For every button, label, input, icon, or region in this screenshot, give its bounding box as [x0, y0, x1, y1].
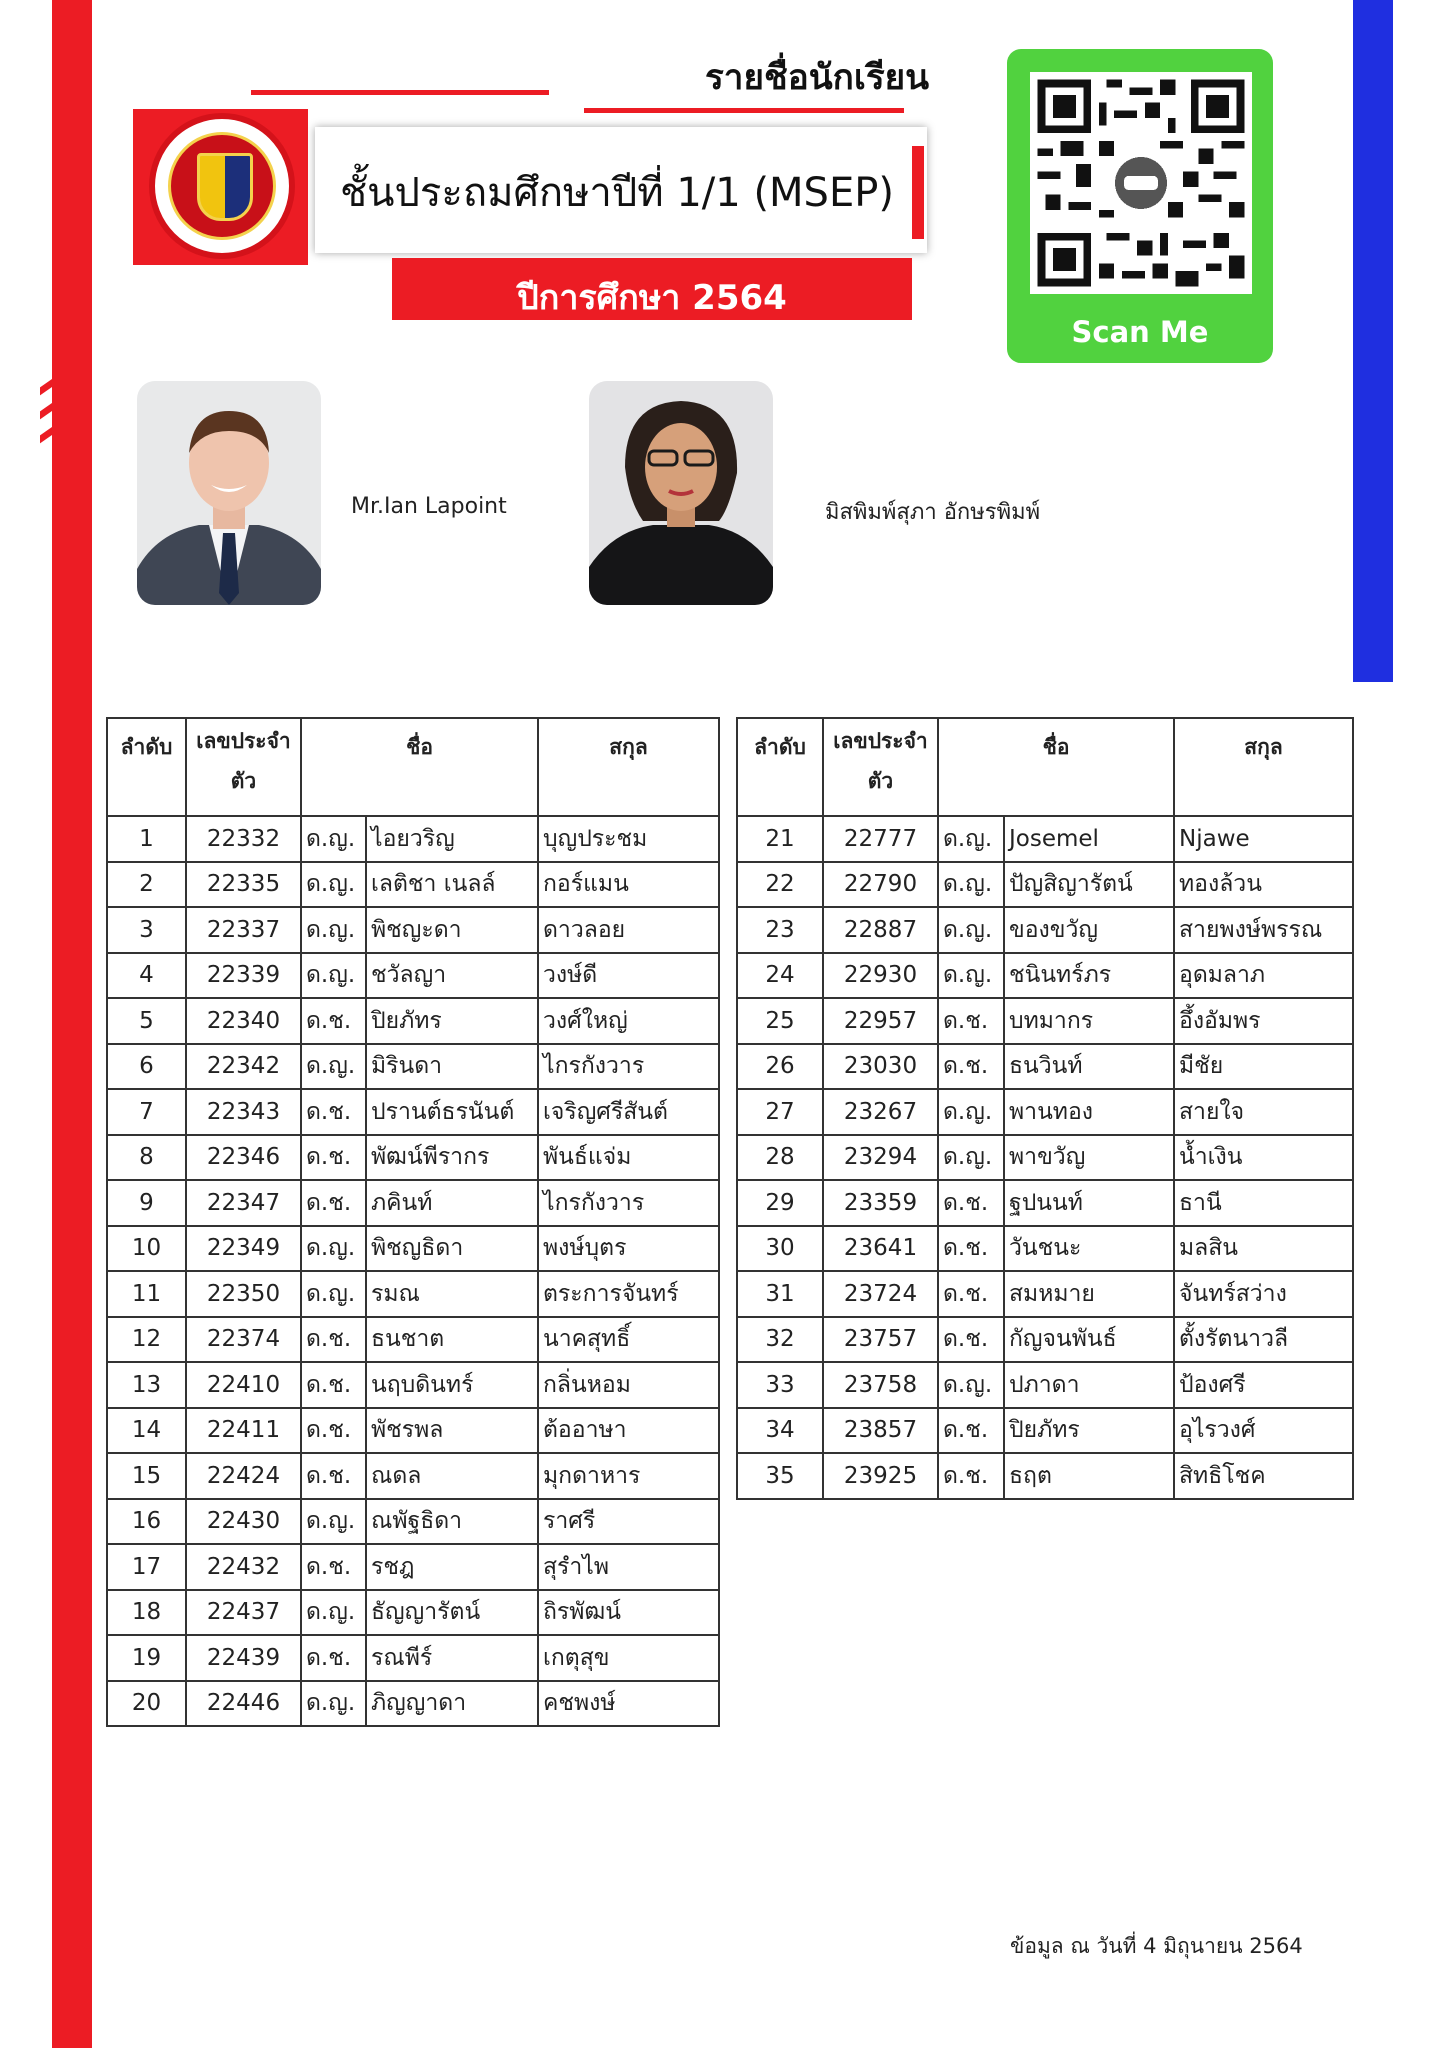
- first-name: ธนชาต: [366, 1317, 538, 1363]
- row-number: 23: [737, 907, 823, 953]
- row-number: 8: [107, 1135, 186, 1181]
- student-id: 22342: [186, 1044, 301, 1090]
- last-name: ตั้งรัตนาวลี: [1174, 1317, 1353, 1363]
- last-name: นาคสุทธิ์: [538, 1317, 719, 1363]
- student-id: 22424: [186, 1453, 301, 1499]
- last-name: สุรำไพ: [538, 1544, 719, 1590]
- table-row: [107, 1180, 719, 1226]
- row-number: 16: [107, 1499, 186, 1545]
- first-name: ไอยวริญ: [366, 816, 538, 862]
- student-id: 23294: [823, 1135, 938, 1181]
- table-row: [737, 1180, 1353, 1226]
- table-row: [107, 1271, 719, 1317]
- name-prefix: ด.ญ.: [301, 1226, 366, 1272]
- student-id: 22957: [823, 998, 938, 1044]
- student-id: 23724: [823, 1271, 938, 1317]
- student-id: 23030: [823, 1044, 938, 1090]
- last-name: พันธ์แจ่ม: [538, 1135, 719, 1181]
- table-header-row: [107, 718, 719, 816]
- last-name: สายใจ: [1174, 1089, 1353, 1135]
- name-prefix: ด.ญ.: [938, 907, 1004, 953]
- table-row: [737, 907, 1353, 953]
- row-number: 11: [107, 1271, 186, 1317]
- last-name: มุกดาหาร: [538, 1453, 719, 1499]
- student-id: 22350: [186, 1271, 301, 1317]
- student-id: 22347: [186, 1180, 301, 1226]
- first-name: ของขวัญ: [1004, 907, 1174, 953]
- first-name: มิรินดา: [366, 1044, 538, 1090]
- name-prefix: ด.ญ.: [938, 1362, 1004, 1408]
- last-name: ธานี: [1174, 1180, 1353, 1226]
- first-name: ชนินทร์ภร: [1004, 953, 1174, 999]
- table-row: [737, 1226, 1353, 1272]
- last-name: กอร์แมน: [538, 862, 719, 908]
- last-name: มลสิน: [1174, 1226, 1353, 1272]
- name-prefix: ด.ญ.: [938, 1089, 1004, 1135]
- name-prefix: ด.ช.: [301, 998, 366, 1044]
- first-name: ปภาดา: [1004, 1362, 1174, 1408]
- table-row: [107, 1590, 719, 1636]
- table-row: [107, 1044, 719, 1090]
- class-title: ชั้นประถมศึกษาปีที่ 1/1 (MSEP): [340, 170, 894, 216]
- row-number: 31: [737, 1271, 823, 1317]
- table-row: [737, 953, 1353, 999]
- row-number: 24: [737, 953, 823, 999]
- left-red-bar: [52, 0, 92, 2048]
- last-name: จันทร์สว่าง: [1174, 1271, 1353, 1317]
- student-id: 22887: [823, 907, 938, 953]
- academic-year: ปีการศึกษา 2564: [517, 278, 787, 318]
- student-id: 22432: [186, 1544, 301, 1590]
- row-number: 5: [107, 998, 186, 1044]
- student-table-left: [106, 717, 720, 1727]
- row-number: 14: [107, 1408, 186, 1454]
- last-name: ถิรพัฒน์: [538, 1590, 719, 1636]
- table-row: [107, 1544, 719, 1590]
- row-number: 32: [737, 1317, 823, 1363]
- qr-scan-label: Scan Me: [1071, 315, 1209, 349]
- name-prefix: ด.ช.: [301, 1408, 366, 1454]
- col-header-first-name: ชื่อ: [301, 718, 538, 816]
- school-shield-icon: [197, 153, 253, 221]
- name-prefix: ด.ญ.: [301, 1271, 366, 1317]
- row-number: 12: [107, 1317, 186, 1363]
- row-number: 10: [107, 1226, 186, 1272]
- table-row: [107, 907, 719, 953]
- last-name: อุไรวงศ์: [1174, 1408, 1353, 1454]
- col-header-id: เลขประจำตัว: [823, 718, 938, 816]
- student-id: 22410: [186, 1362, 301, 1408]
- table-header-row: [737, 718, 1353, 816]
- table-row: [107, 1635, 719, 1681]
- name-prefix: ด.ช.: [301, 1362, 366, 1408]
- last-name: บุญประชม: [538, 816, 719, 862]
- last-name: สิทธิโชค: [1174, 1453, 1353, 1499]
- student-id: 22790: [823, 862, 938, 908]
- last-name: ไกรกังวาร: [538, 1044, 719, 1090]
- table-row: [737, 1271, 1353, 1317]
- student-id: 23641: [823, 1226, 938, 1272]
- table-row: [737, 1317, 1353, 1363]
- teacher-photo: [137, 381, 321, 605]
- first-name: ภิญญาดา: [366, 1681, 538, 1727]
- row-number: 15: [107, 1453, 186, 1499]
- student-id: 23857: [823, 1408, 938, 1454]
- student-id: 22930: [823, 953, 938, 999]
- col-header-id: เลขประจำตัว: [186, 718, 301, 816]
- row-number: 9: [107, 1180, 186, 1226]
- teacher-name: มิสพิมพ์สุภา อักษรพิมพ์: [825, 500, 1041, 525]
- col-header-last-name: สกุล: [538, 718, 719, 816]
- name-prefix: ด.ช.: [301, 1453, 366, 1499]
- row-number: 1: [107, 816, 186, 862]
- name-prefix: ด.ช.: [301, 1180, 366, 1226]
- first-name: พัฒน์พีรากร: [366, 1135, 538, 1181]
- name-prefix: ด.ญ.: [301, 907, 366, 953]
- name-prefix: ด.ช.: [938, 998, 1004, 1044]
- table-row: [107, 998, 719, 1044]
- last-name: เจริญศรีสันต์: [538, 1089, 719, 1135]
- row-number: 6: [107, 1044, 186, 1090]
- name-prefix: ด.ญ.: [301, 816, 366, 862]
- row-number: 3: [107, 907, 186, 953]
- first-name: วันชนะ: [1004, 1226, 1174, 1272]
- row-number: 30: [737, 1226, 823, 1272]
- first-name: รชฎ: [366, 1544, 538, 1590]
- table-row: [107, 1317, 719, 1363]
- first-name: ธนวินท์: [1004, 1044, 1174, 1090]
- first-name: ชวัลญา: [366, 953, 538, 999]
- name-prefix: ด.ช.: [938, 1180, 1004, 1226]
- table-row: [737, 998, 1353, 1044]
- first-name: เลติชา เนลล์: [366, 862, 538, 908]
- student-id: 22335: [186, 862, 301, 908]
- last-name: สายพงษ์พรรณ: [1174, 907, 1353, 953]
- first-name: ณดล: [366, 1453, 538, 1499]
- student-id: 22337: [186, 907, 301, 953]
- row-number: 34: [737, 1408, 823, 1454]
- student-id: 22430: [186, 1499, 301, 1545]
- last-name: กลิ่นหอม: [538, 1362, 719, 1408]
- last-name: วงศ์ใหญ่: [538, 998, 719, 1044]
- first-name: รมณ: [366, 1271, 538, 1317]
- student-id: 22332: [186, 816, 301, 862]
- row-number: 25: [737, 998, 823, 1044]
- first-name: ปิยภัทร: [1004, 1408, 1174, 1454]
- header-rule: [584, 108, 904, 113]
- first-name: Josemel: [1004, 816, 1174, 862]
- table-row: [107, 816, 719, 862]
- last-name: เกตุสุข: [538, 1635, 719, 1681]
- name-prefix: ด.ญ.: [301, 1499, 366, 1545]
- row-number: 7: [107, 1089, 186, 1135]
- row-number: 26: [737, 1044, 823, 1090]
- last-name: น้ำเงิน: [1174, 1135, 1353, 1181]
- table-row: [107, 1408, 719, 1454]
- table-row: [107, 862, 719, 908]
- student-id: 23359: [823, 1180, 938, 1226]
- row-number: 13: [107, 1362, 186, 1408]
- first-name: ธฤต: [1004, 1453, 1174, 1499]
- table-row: [107, 1089, 719, 1135]
- last-name: ป้องศรี: [1174, 1362, 1353, 1408]
- student-id: 22411: [186, 1408, 301, 1454]
- row-number: 19: [107, 1635, 186, 1681]
- name-prefix: ด.ญ.: [301, 1681, 366, 1727]
- last-name: พงษ์บุตร: [538, 1226, 719, 1272]
- name-prefix: ด.ช.: [938, 1453, 1004, 1499]
- first-name: นฤบดินทร์: [366, 1362, 538, 1408]
- student-table-right: [736, 717, 1354, 1500]
- last-name: อึ้งอัมพร: [1174, 998, 1353, 1044]
- name-prefix: ด.ญ.: [301, 862, 366, 908]
- table-row: [107, 1499, 719, 1545]
- student-id: 22346: [186, 1135, 301, 1181]
- row-number: 20: [107, 1681, 186, 1727]
- row-number: 29: [737, 1180, 823, 1226]
- name-prefix: ด.ญ.: [301, 1590, 366, 1636]
- first-name: รณพีร์: [366, 1635, 538, 1681]
- name-prefix: ด.ช.: [301, 1089, 366, 1135]
- name-prefix: ด.ญ.: [938, 862, 1004, 908]
- name-prefix: ด.ช.: [301, 1135, 366, 1181]
- table-row: [107, 1135, 719, 1181]
- table-row: [737, 1362, 1353, 1408]
- student-id: 22446: [186, 1681, 301, 1727]
- name-prefix: ด.ช.: [938, 1271, 1004, 1317]
- row-number: 17: [107, 1544, 186, 1590]
- first-name: พานทอง: [1004, 1089, 1174, 1135]
- first-name: ปิยภัทร: [366, 998, 538, 1044]
- last-name: คชพงษ์: [538, 1681, 719, 1727]
- table-row: [107, 1362, 719, 1408]
- last-name: อุดมลาภ: [1174, 953, 1353, 999]
- table-row: [737, 1044, 1353, 1090]
- first-name: ธัญญารัตน์: [366, 1590, 538, 1636]
- name-prefix: ด.ญ.: [301, 953, 366, 999]
- col-header-first-name: ชื่อ: [938, 718, 1174, 816]
- table-row: [737, 1089, 1353, 1135]
- name-prefix: ด.ช.: [938, 1044, 1004, 1090]
- last-name: ต้ออาษา: [538, 1408, 719, 1454]
- first-name: บทมากร: [1004, 998, 1174, 1044]
- student-id: 22437: [186, 1590, 301, 1636]
- last-name: ดาวลอย: [538, 907, 719, 953]
- row-number: 4: [107, 953, 186, 999]
- col-header-no: ลำดับ: [107, 718, 186, 816]
- student-id: 22374: [186, 1317, 301, 1363]
- name-prefix: ด.ช.: [938, 1317, 1004, 1363]
- table-row: [107, 1453, 719, 1499]
- last-name: ราศรี: [538, 1499, 719, 1545]
- last-name: ตระการจันทร์: [538, 1271, 719, 1317]
- first-name: ฐปนนท์: [1004, 1180, 1174, 1226]
- header-rule: [251, 90, 549, 95]
- first-name: พัชรพล: [366, 1408, 538, 1454]
- last-name: ไกรกังวาร: [538, 1180, 719, 1226]
- table-row: [737, 862, 1353, 908]
- right-blue-bar: [1353, 0, 1393, 682]
- student-id: 22349: [186, 1226, 301, 1272]
- row-number: 18: [107, 1590, 186, 1636]
- student-id: 22339: [186, 953, 301, 999]
- name-prefix: ด.ช.: [301, 1544, 366, 1590]
- name-prefix: ด.ญ.: [938, 816, 1004, 862]
- student-id: 22340: [186, 998, 301, 1044]
- col-header-last-name: สกุล: [1174, 718, 1353, 816]
- table-row: [737, 1453, 1353, 1499]
- first-name: ณพัฐธิดา: [366, 1499, 538, 1545]
- name-prefix: ด.ญ.: [938, 953, 1004, 999]
- table-row: [107, 1681, 719, 1727]
- last-name: มีชัย: [1174, 1044, 1353, 1090]
- row-number: 22: [737, 862, 823, 908]
- first-name: พิชญะดา: [366, 907, 538, 953]
- first-name: พิชญธิดา: [366, 1226, 538, 1272]
- col-header-no: ลำดับ: [737, 718, 823, 816]
- row-number: 21: [737, 816, 823, 862]
- last-name: ทองล้วน: [1174, 862, 1353, 908]
- student-id: 22343: [186, 1089, 301, 1135]
- last-name: Njawe: [1174, 816, 1353, 862]
- table-row: [107, 1226, 719, 1272]
- first-name: ปัญสิญารัตน์: [1004, 862, 1174, 908]
- first-name: สมหมาย: [1004, 1271, 1174, 1317]
- footer-date-note: ข้อมูล ณ วันที่ 4 มิถุนายน 2564: [1010, 1934, 1303, 1958]
- student-id: 23925: [823, 1453, 938, 1499]
- teacher-photo: [589, 381, 773, 605]
- student-id: 23758: [823, 1362, 938, 1408]
- first-name: ปรานต์ธรนันต์: [366, 1089, 538, 1135]
- student-id: 22439: [186, 1635, 301, 1681]
- student-id: 23267: [823, 1089, 938, 1135]
- name-prefix: ด.ญ.: [301, 1044, 366, 1090]
- row-number: 28: [737, 1135, 823, 1181]
- row-number: 35: [737, 1453, 823, 1499]
- name-prefix: ด.ช.: [301, 1635, 366, 1681]
- last-name: วงษ์ดี: [538, 953, 719, 999]
- table-row: [107, 953, 719, 999]
- student-id: 23757: [823, 1317, 938, 1363]
- row-number: 27: [737, 1089, 823, 1135]
- table-row: [737, 816, 1353, 862]
- name-prefix: ด.ช.: [301, 1317, 366, 1363]
- first-name: กัญจนพันธ์: [1004, 1317, 1174, 1363]
- first-name: ภคินท์: [366, 1180, 538, 1226]
- student-id: 22777: [823, 816, 938, 862]
- qr-code-icon[interactable]: [1030, 72, 1252, 294]
- row-number: 2: [107, 862, 186, 908]
- table-row: [737, 1408, 1353, 1454]
- teacher-name: Mr.Ian Lapoint: [351, 494, 507, 519]
- first-name: พาขวัญ: [1004, 1135, 1174, 1181]
- roster-title: รายชื่อนักเรียน: [705, 58, 930, 98]
- name-prefix: ด.ช.: [938, 1408, 1004, 1454]
- name-prefix: ด.ญ.: [938, 1135, 1004, 1181]
- row-number: 33: [737, 1362, 823, 1408]
- table-row: [737, 1135, 1353, 1181]
- name-prefix: ด.ช.: [938, 1226, 1004, 1272]
